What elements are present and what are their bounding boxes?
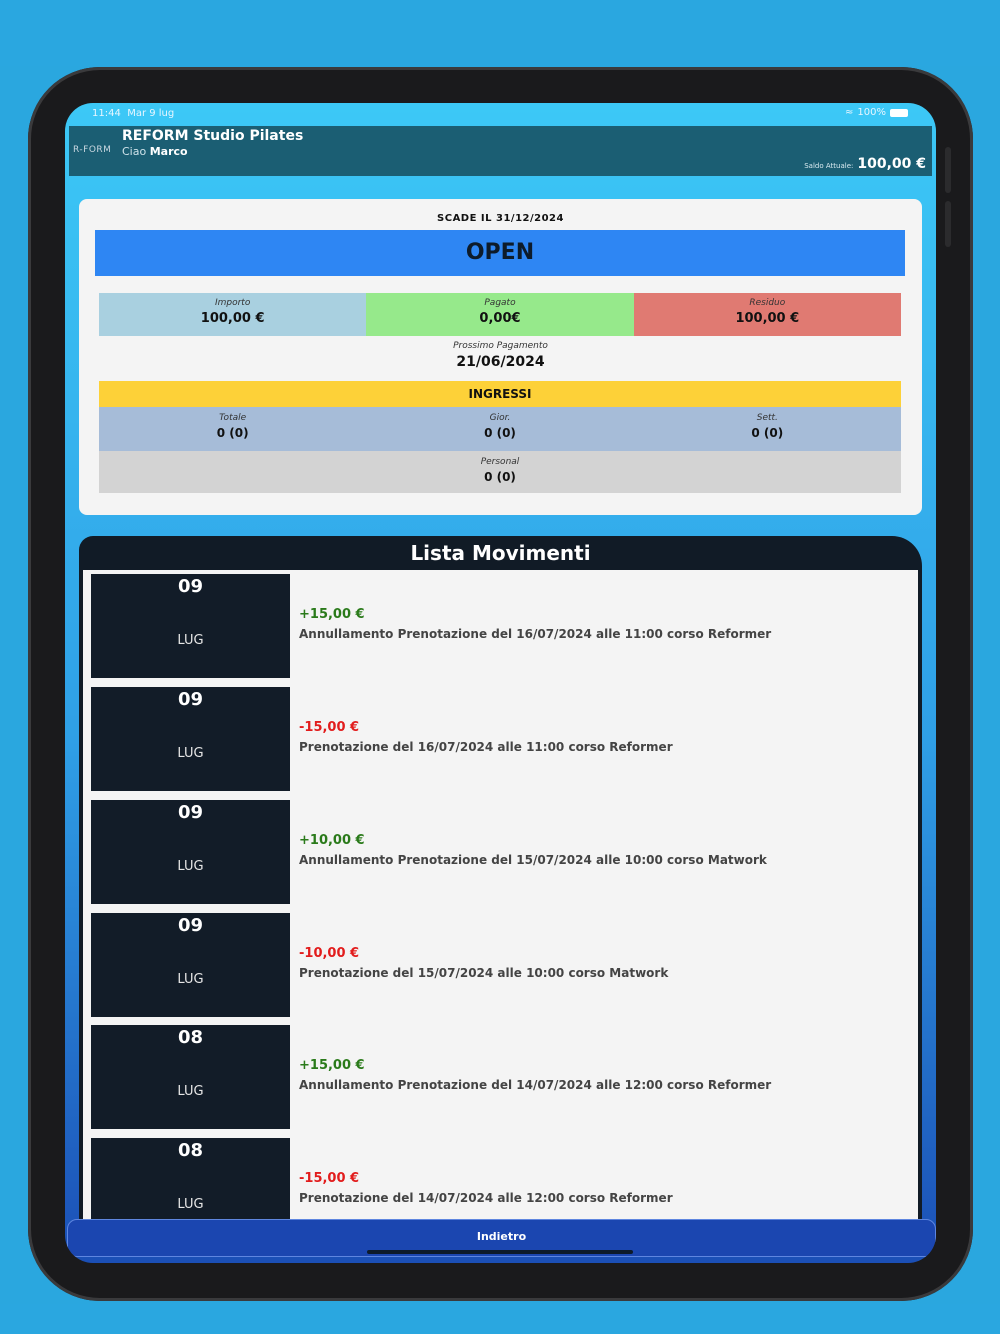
app-title: REFORM Studio Pilates (122, 128, 304, 144)
personal-label: Personal (480, 457, 520, 467)
movement-item[interactable] (91, 800, 918, 904)
movements-title: Lista Movimenti (410, 541, 591, 565)
totale-cell (99, 407, 366, 451)
home-indicator[interactable] (367, 1250, 633, 1254)
movement-description: Annullamento Prenotazione del 16/07/2024 alle 11:00 corso Reformer (299, 627, 772, 641)
movement-item[interactable] (91, 1025, 918, 1129)
volume-down-button (945, 201, 951, 247)
expiry-date: SCADE IL 31/12/2024 (437, 213, 564, 224)
movement-day: 09 (177, 802, 204, 823)
movement-amount: +15,00 € (299, 607, 365, 622)
importo-label: Importo (214, 298, 251, 308)
subscription-card (79, 199, 922, 515)
movement-description: Annullamento Prenotazione del 14/07/2024 alle 12:00 corso Reformer (299, 1078, 772, 1092)
balance (804, 156, 926, 172)
top-background (0, 0, 1000, 66)
movements-list[interactable] (83, 570, 918, 1226)
pagato-cell (366, 293, 633, 336)
movement-item[interactable] (91, 687, 918, 791)
pagato-label: Pagato (484, 298, 516, 308)
movement-date (91, 574, 290, 678)
importo-value: 100,00 € (200, 311, 265, 326)
movement-item[interactable] (91, 574, 918, 678)
residuo-value: 100,00 € (735, 311, 800, 326)
pagato-value: 0,00€ (479, 311, 521, 326)
movement-month: LUG (177, 746, 204, 761)
battery-icon (890, 109, 908, 117)
movement-item[interactable] (91, 913, 918, 1017)
personal-cell (99, 451, 901, 493)
app-logo: R-FORM (73, 145, 112, 155)
user-name: Marco (149, 145, 188, 158)
movement-description: Prenotazione del 16/07/2024 alle 11:00 corso Reformer (299, 740, 673, 754)
movement-month: LUG (177, 859, 204, 874)
movement-day: 09 (177, 915, 204, 936)
movement-month: LUG (177, 1084, 204, 1099)
movement-description: Prenotazione del 15/07/2024 alle 10:00 corso Matwork (299, 966, 669, 980)
totale-label: Totale (219, 413, 247, 423)
importo-cell (99, 293, 366, 336)
status-bar (65, 103, 936, 125)
back-button[interactable]: Indietro (67, 1219, 936, 1257)
status-time: 11:44 (92, 108, 121, 119)
next-payment-date: 21/06/2024 (456, 354, 545, 370)
movement-day: 08 (177, 1140, 204, 1161)
totale-value: 0 (0) (216, 426, 249, 440)
greeting (122, 145, 188, 158)
gior-value: 0 (0) (484, 426, 516, 440)
personal-value: 0 (0) (484, 470, 516, 484)
movement-date (91, 687, 290, 791)
balance-value: 100,00 € (857, 156, 926, 172)
sett-value: 0 (0) (751, 426, 784, 440)
ingressi-header: INGRESSI (99, 381, 901, 407)
movement-date (91, 1138, 290, 1226)
battery-percent: 100% (857, 107, 886, 118)
movement-amount: +15,00 € (299, 1058, 365, 1073)
balance-label: Saldo Attuale: (804, 162, 854, 170)
residuo-label: Residuo (749, 298, 786, 308)
movement-month: LUG (177, 972, 204, 987)
gior-label: Gior. (489, 413, 511, 423)
next-payment-label: Prossimo Pagamento (453, 341, 548, 351)
greeting-prefix: Ciao (122, 145, 147, 158)
entries-row (99, 407, 901, 451)
movement-day: 09 (177, 576, 204, 597)
amounts-row (99, 293, 901, 336)
movement-day: 08 (177, 1027, 204, 1048)
status-date: Mar 9 lug (127, 108, 175, 119)
movement-date (91, 913, 290, 1017)
subscription-name: OPEN (95, 230, 905, 276)
movement-month: LUG (177, 1197, 204, 1212)
movement-description: Annullamento Prenotazione del 15/07/2024 alle 10:00 corso Matwork (299, 853, 767, 867)
next-payment (79, 341, 922, 370)
movement-amount: +10,00 € (299, 833, 365, 848)
app-screen (65, 103, 936, 1263)
movement-amount: -15,00 € (299, 720, 360, 735)
gior-cell (366, 407, 633, 451)
volume-up-button (945, 147, 951, 193)
sett-cell (634, 407, 901, 451)
movements-panel (79, 536, 922, 1226)
app-header (69, 126, 932, 176)
movement-item[interactable] (91, 1138, 918, 1226)
movement-date (91, 1025, 290, 1129)
residuo-cell (634, 293, 901, 336)
movement-day: 09 (177, 689, 204, 710)
movement-month: LUG (177, 633, 204, 648)
movement-date (91, 800, 290, 904)
wifi-icon: ≈ (845, 107, 854, 118)
sett-label: Sett. (756, 413, 778, 423)
movement-description: Prenotazione del 14/07/2024 alle 12:00 corso Reformer (299, 1191, 673, 1205)
movement-amount: -15,00 € (299, 1171, 360, 1186)
bottom-background (0, 1304, 1000, 1334)
movement-amount: -10,00 € (299, 946, 360, 961)
